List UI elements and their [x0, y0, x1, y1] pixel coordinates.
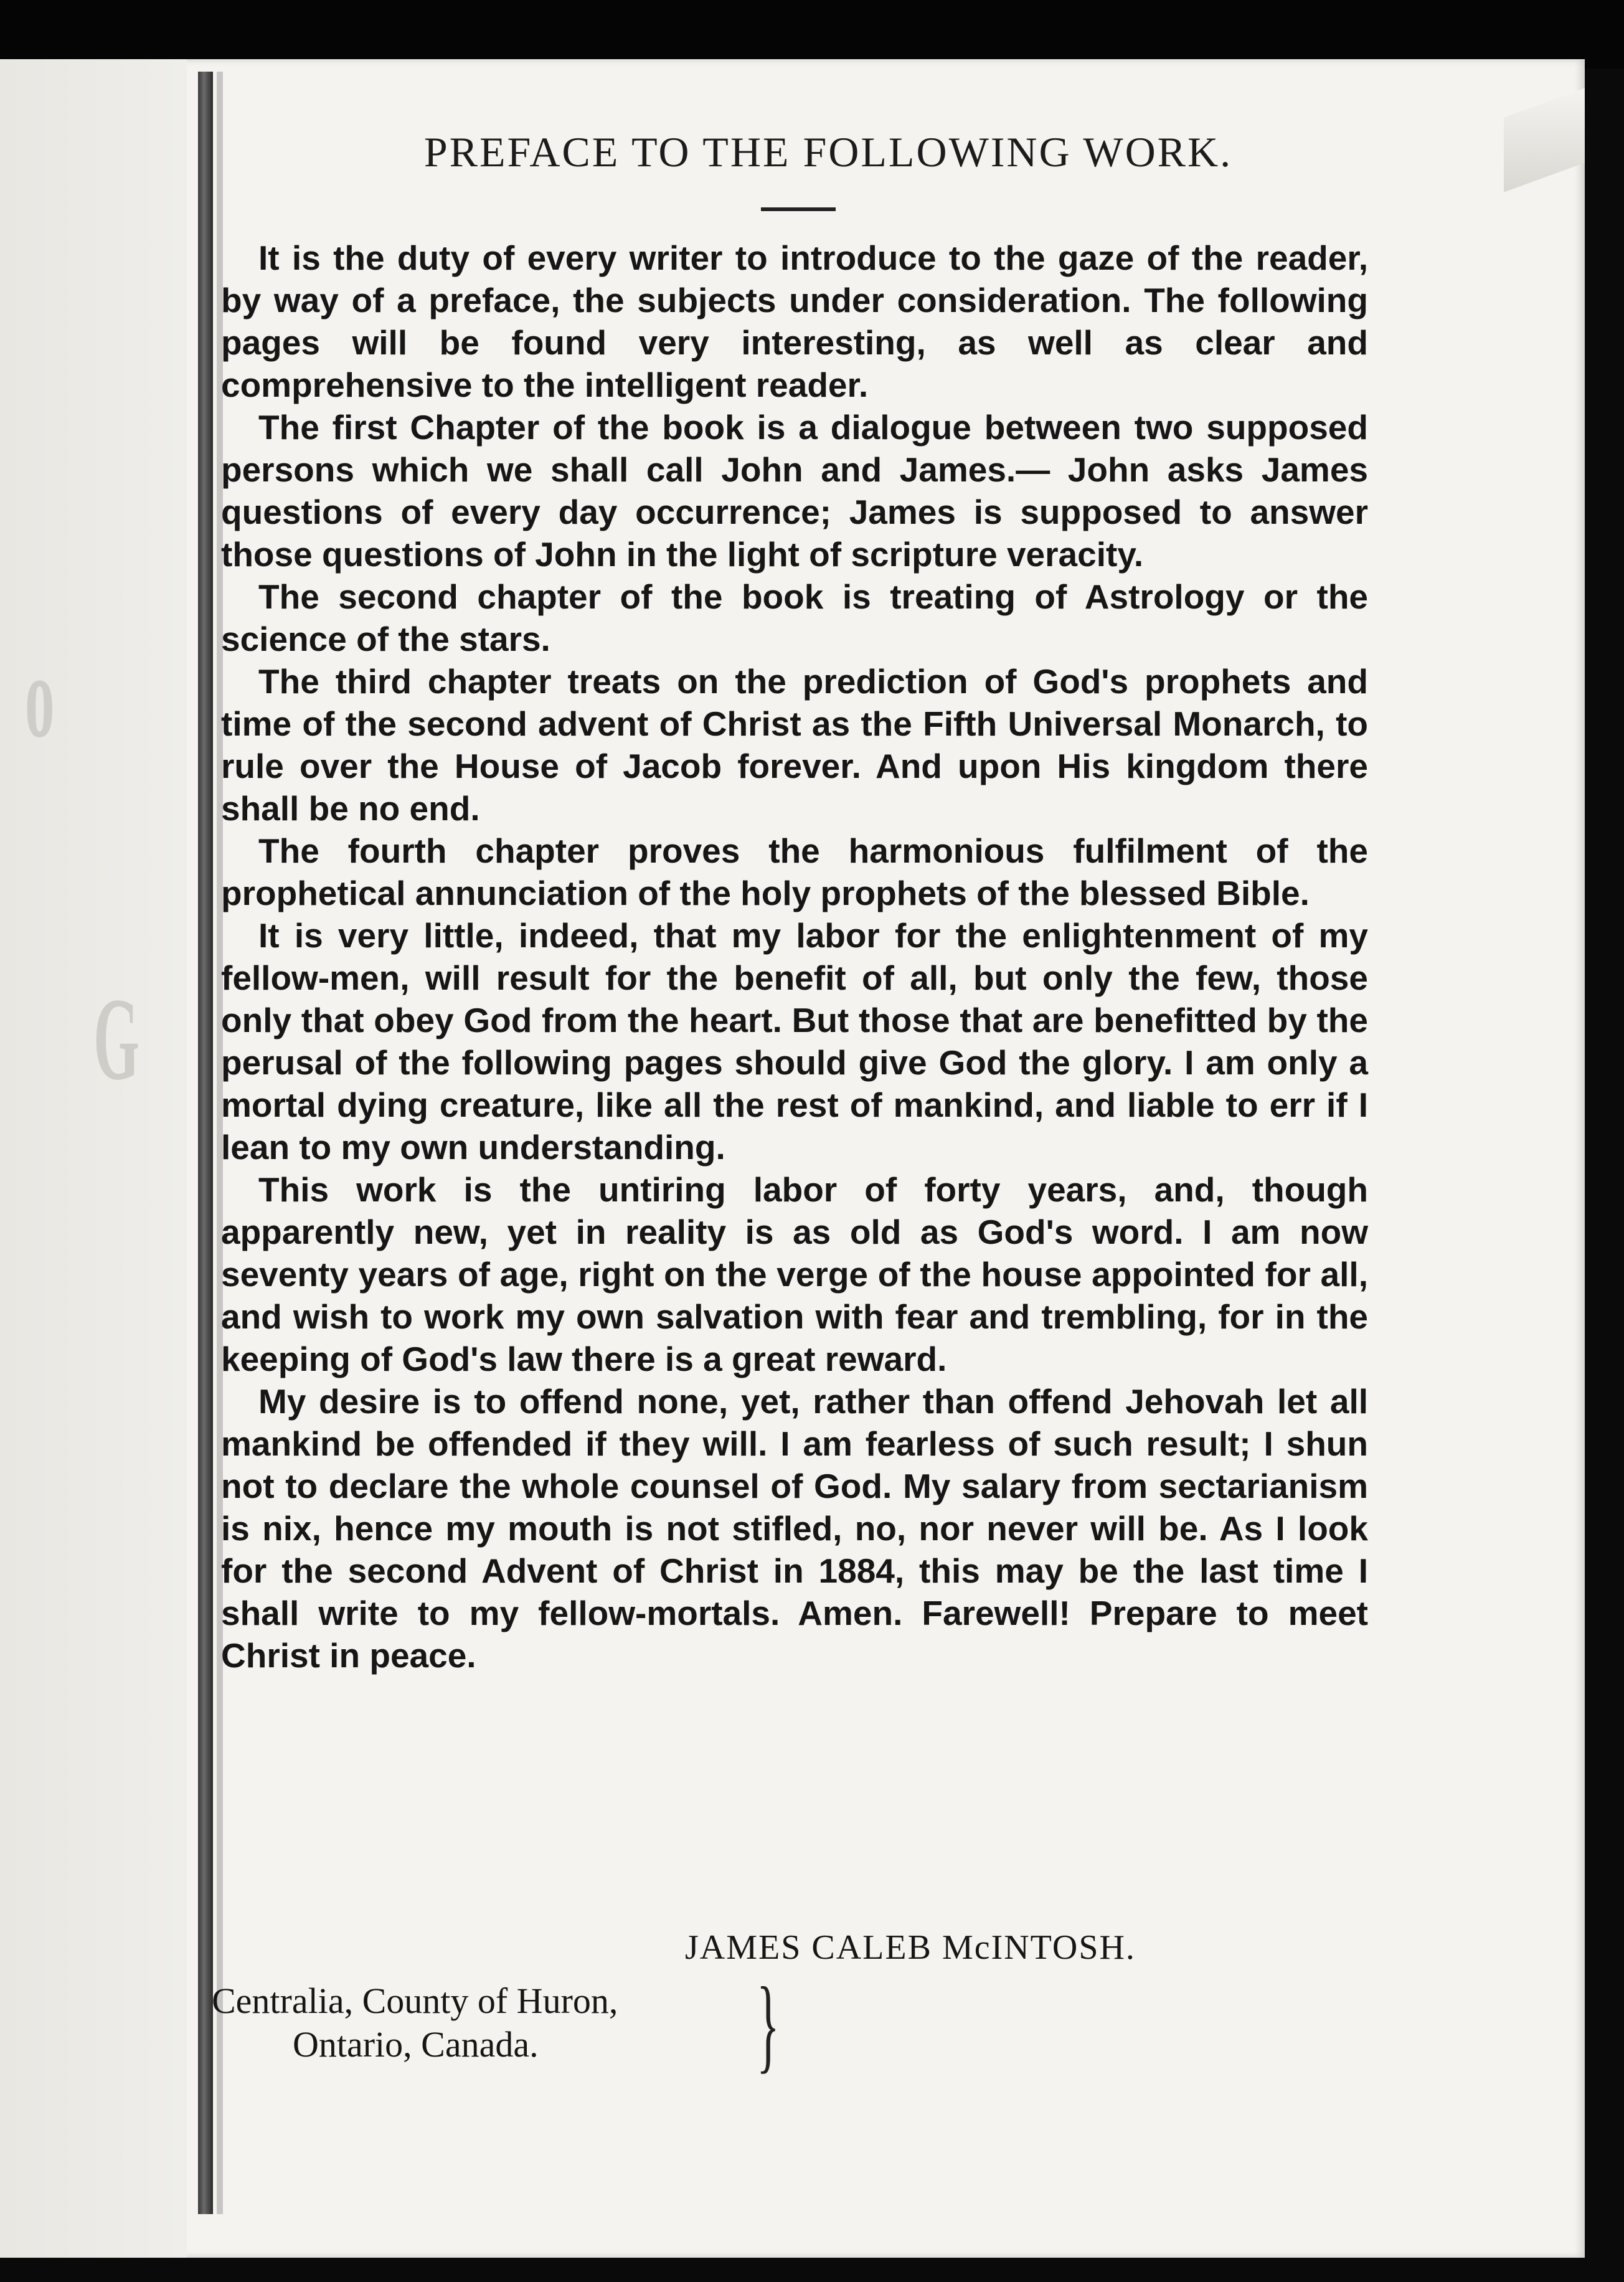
- page-corner-fold: [1504, 88, 1585, 192]
- scan-top-border: [0, 0, 1624, 69]
- bleed-through-mark: G: [93, 974, 139, 1105]
- paragraph: The fourth chapter proves the harmonious fulfilment of the prophetical annunciation of the holy prophets of the blessed Bible.: [221, 831, 1368, 912]
- paragraph: It is the duty of every writer to introduce to the gaze of the reader, by way of a preface, the subjects under consideration. The following pages will be found very interesting, as well as clear and comprehensive to the intelligent reader.: [221, 239, 1368, 404]
- paragraph: The third chapter treats on the prediction of God's prophets and time of the second advent of Christ as the Fifth Universal Monarch, to rule over the House of Jacob forever. And upon His kingdom there shall be no end.: [221, 662, 1368, 828]
- bleed-through-mark: o: [25, 632, 55, 762]
- paragraph: The first Chapter of the book is a dialogue between two supposed persons which we shall call John and James.— John asks James questions of every day occurrence; James is supposed to answer those questions of John in the light of scripture veracity.: [221, 408, 1368, 574]
- paragraph: This work is the untiring labor of forty years, and, though apparently new, yet in reality is as old as God's word. I am now seventy years of age, right on the verge of the house appointed for all, and wish to work my own salvation with fear and trembling, for in the keeping of God's law there is a great reward.: [221, 1170, 1368, 1378]
- page-title: PREFACE TO THE FOLLOWING WORK.: [423, 128, 1233, 176]
- paragraph: My desire is to offend none, yet, rather than offend Jehovah let all mankind be offended if they will. I am fearless of such result; I shun not to declare the whole counsel of God. My salary from sectarianism is nix, hence my mouth is not stifled, no, nor never will be. As I look for the second Advent of Christ in 1884, this may be the last time I shall write to my fellow-mortals. Amen. Farewell! Prepare to meet Christ in peace.: [221, 1382, 1368, 1675]
- curly-brace-mark: }: [757, 1966, 780, 2083]
- author-signature: JAMES CALEB McINTOSH.: [685, 1928, 1136, 1967]
- location-line-2: Ontario, Canada.: [293, 2024, 539, 2065]
- title-divider: [761, 207, 836, 211]
- paragraph: The second chapter of the book is treating of Astrology or the science of the stars.: [221, 577, 1368, 658]
- location-line-1: Centralia, County of Huron,: [212, 1981, 618, 2021]
- paragraph: It is very little, indeed, that my labor for the enlightenment of my fellow-men, will result for the benefit of all, but only the few, those only that obey God from the heart. But those that are benefitted by the perusal of the following pages should give God the glory. I am only a mortal dying creature, like all the rest of mankind, and liable to err if I lean to my own understanding.: [221, 916, 1368, 1167]
- scan-bottom-border: [0, 2258, 1624, 2282]
- page-gutter: [0, 59, 187, 2258]
- author-location: [212, 1979, 618, 2067]
- binding-edge: [198, 72, 213, 2214]
- preface-body: [221, 237, 1368, 1677]
